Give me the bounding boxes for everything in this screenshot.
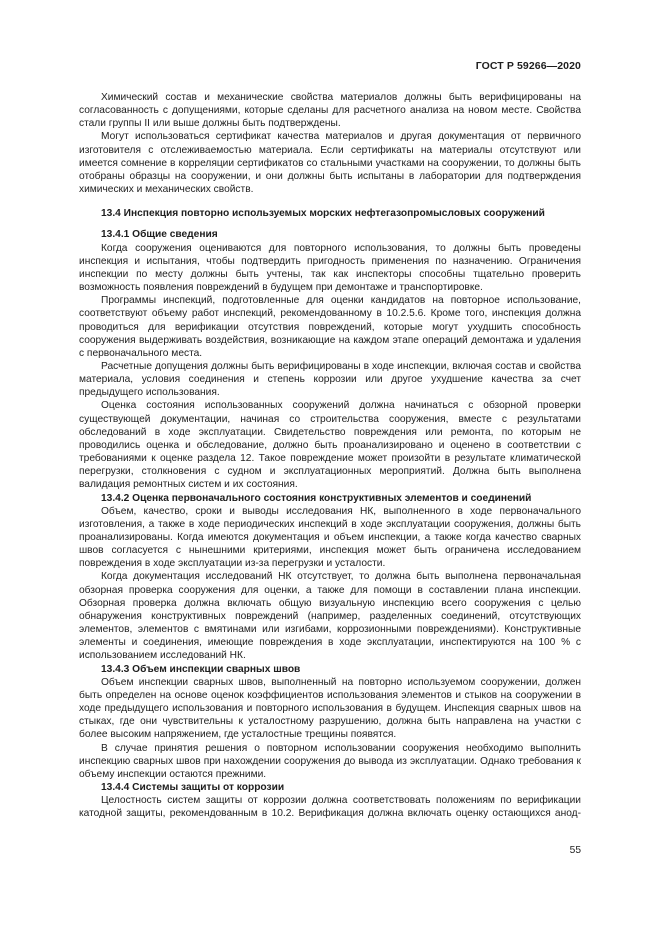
subsection-heading-13-4-3: 13.4.3 Объем инспекции сварных швов bbox=[101, 663, 301, 675]
standard-number: ГОСТ Р 59266—2020 bbox=[475, 60, 581, 72]
page-body bbox=[79, 91, 581, 820]
paragraph: Целостность систем защиты от коррозии должна соответствовать положениям по верификации катодной защиты, рекомендованным в 10.2. Верификация должна включать оценку остающихся анод- bbox=[79, 795, 581, 820]
paragraph: Расчетные допущения должны быть верифицированы в ходе инспекции, включая состав и свойства материала, условия соединения и степень коррозии или другое ухудшение качества за счет предыдущего использования. bbox=[79, 360, 581, 399]
paragraph: Химический состав и механические свойства материалов должны быть верифицированы на согласованность с допущениями, которые сделаны для расчетного анализа на новом месте. Свойства стали группы II или выше должны быть подтверждены. bbox=[79, 92, 581, 130]
section-heading-13-4: 13.4 Инспекция повторно используемых морских нефтегазопромысловых сооружений bbox=[101, 208, 545, 220]
page-number: 55 bbox=[569, 845, 581, 856]
paragraph: В случае принятия решения о повторном использовании сооружения необходимо выполнить инспекцию сварных швов при нахождении сооружения до вывода из эксплуатации. Однако требования к объему инспекции остаются прежними. bbox=[79, 742, 581, 780]
paragraph: Программы инспекций, подготовленные для оценки кандидатов на повторное использование, соответствуют объему работ инспекций, рекомендованному в 10.2.5.6. Кроме того, инспекция должна проводиться для верификации отсутствия повреждений, которые могут ухудшить способность сооружения выдерживать воздействия, возникающие на каждом этапе операций демонтажа и удаления с первоначального места. bbox=[79, 295, 581, 359]
paragraph: Когда сооружения оцениваются для повторного использования, то должны быть проведены инспекция и испытания, чтобы подтвердить пригодность применения по назначению. Ограничения инспекции по месту должны быть учтены, так как инспекторы способны тщательно проверить возможность появления повреждений в будущем при демонтаже и транспортировке. bbox=[79, 242, 581, 294]
subsection-heading-13-4-2: 13.4.2 Оценка первоначального состояния конструктивных элементов и соединений bbox=[101, 492, 532, 504]
paragraph: Объем, качество, сроки и выводы исследования НК, выполненного в ходе первоначального изготовления, а также в ходе периодических инспекций в ходе эксплуатации сооружения, должны быть проанализированы. Когда имеются документация и объем инспекции, а также когда качество сварных швов согласуется с нынешними критериями, инспекция может быть ограничена исследованием повреждения в ходе эксплуатации из-за перегрузки и усталости. bbox=[79, 505, 581, 570]
subsection-heading-13-4-1: 13.4.1 Общие сведения bbox=[101, 229, 218, 241]
paragraph: Объем инспекции сварных швов, выполненный на повторно используемом сооружении, должен быть определен на основе оценок коэффициентов использования элементов и стыков на сооружении в ходе предыдущего использования и повторного использования в будущем. Инспекция сварных швов на стыках, где они чувствительны к усталостному разрушению, должна быть направлена на участки с более высоким напряжением, где усталостные трещины появятся. bbox=[79, 676, 581, 741]
paragraph: Когда документация исследований НК отсутствует, то должна быть выполнена первоначальная обзорная проверка сооружения для оценки, а также для помощи в составлении плана инспекции. Обзорная проверка должна включать общую визуальную инспекцию всего сооружения с целью обнаружения конструктивных повреждений (например, разделенных соединений, отсутствующих элементов, элементов с вмятинами или изгибами, коррозионными повреждениями). Конструктивные элементы и соединения, имеющие повреждения в ходе эксплуатации, инспектируются на 100 % с использованием исследований НК. bbox=[79, 571, 581, 662]
paragraph: Могут использоваться сертификат качества материалов и другая документация от первичного изготовителя с отслеживаемостью материала. Если сертификаты на материалы отсутствуют или имеется сомнение в корреляции сертификатов со стальными участками на сооружении, то должны быть отобраны образцы на сооружении, и они должны быть испытаны в лаборатории для подтверждения химических и механических свойств. bbox=[79, 131, 581, 196]
subsection-heading-13-4-4: 13.4.4 Системы защиты от коррозии bbox=[101, 781, 285, 793]
paragraph: Оценка состояния использованных сооружений должна начинаться с обзорной проверки существующей документации, начиная со строительства сооружения, вместе с результатами обследований в ходе эксплуатации. Свидетельство повреждения или ремонта, по которым не проводились оценка и обследование, должно быть проанализировано и оценено в соответствии с требованиями к оценке раздела 12. Такое повреждение может произойти в результате климатической перегрузки, столкновения с судном и эксплуатационных мероприятий. Должна быть выполнена валидация ремонтных систем и их состояния. bbox=[79, 400, 581, 491]
